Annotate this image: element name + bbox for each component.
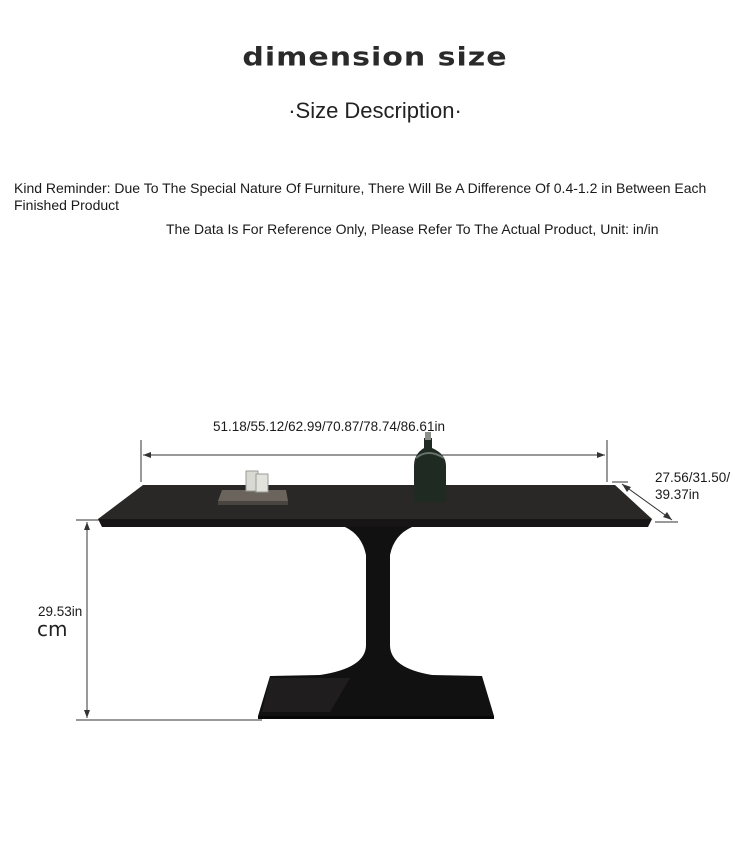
height-unit-fragment: cm bbox=[37, 617, 68, 641]
vase-decoration bbox=[414, 432, 446, 502]
kind-reminder-text: Kind Reminder: Due To The Special Nature Of Furniture, There Will Be A Difference Of 0.4-1.2 in Between Each Finished Product bbox=[14, 180, 707, 213]
height-dimension-line bbox=[76, 520, 262, 720]
reference-note-text: The Data Is For Reference Only, Please Refer To The Actual Product, Unit: in/in bbox=[166, 221, 659, 237]
tabletop bbox=[98, 485, 652, 527]
section-subtitle: ·Size Description· bbox=[288, 98, 462, 123]
depth-dimension-line1: 27.56/31.50/ bbox=[655, 470, 731, 485]
height-dimension-label: 29.53in bbox=[38, 604, 83, 619]
pedestal-base bbox=[258, 527, 494, 719]
width-dimension-line bbox=[141, 440, 607, 482]
depth-dimension-label bbox=[655, 469, 750, 503]
page-title: dimension size bbox=[242, 42, 508, 73]
depth-dimension-line2: 39.37in bbox=[655, 487, 700, 502]
width-dimension-label: 51.18/55.12/62.99/70.87/78.74/86.61in bbox=[213, 419, 445, 434]
